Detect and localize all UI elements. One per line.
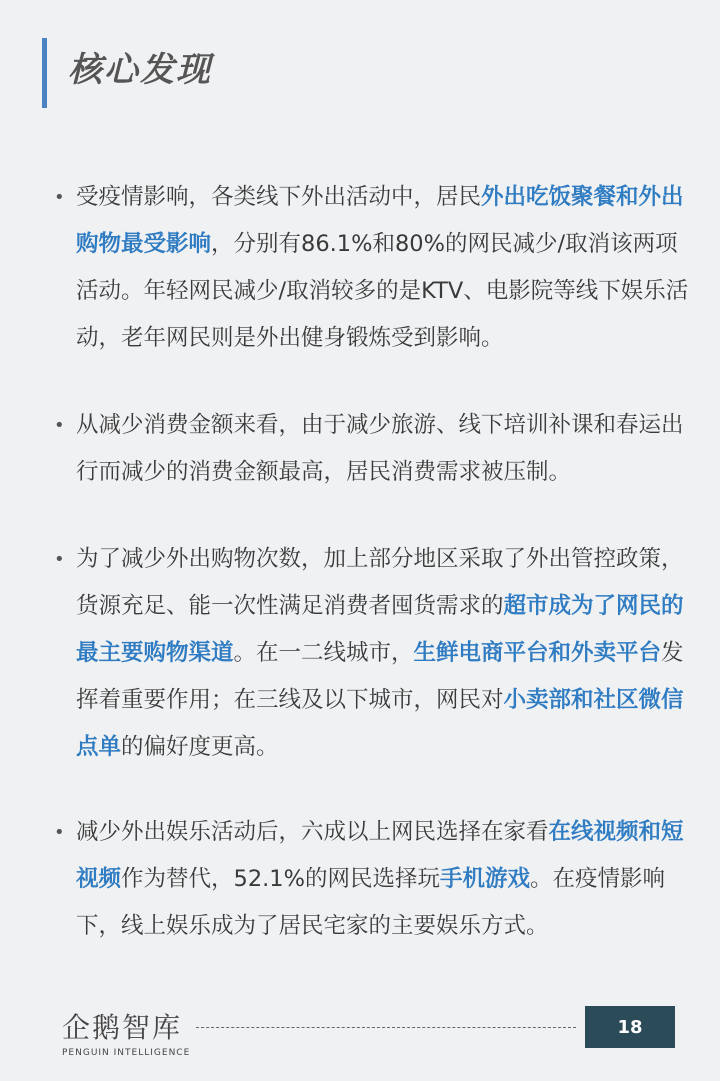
title-accent-bar bbox=[42, 38, 47, 108]
finding-item bbox=[54, 402, 694, 496]
finding-text: 的偏好度更高。 bbox=[121, 734, 279, 760]
finding-text: 。在一二线城市， bbox=[233, 640, 414, 666]
finding-text: ，分别有86.1%和80%的网民减少/取消该两项活动。年轻网民减少/取消较多的是KTV、电影院等线下娱乐活动，老年网民则是外出健身锻炼受到影响。 bbox=[76, 231, 689, 351]
page-footer bbox=[0, 1000, 720, 1081]
finding-highlight: 超市成为了网民的最主要购物渠道 bbox=[76, 593, 684, 666]
finding-text: 从减少消费金额来看，由于减少旅游、线下培训补课和春运出行而减少的消费金额最高，居民消费需求被压制。 bbox=[76, 412, 684, 485]
finding-item bbox=[54, 809, 694, 950]
logo-wordmark: 企鹅智库 bbox=[62, 1011, 183, 1044]
finding-text: 受疫情影响，各类线下外出活动中，居民 bbox=[76, 184, 482, 210]
finding-text: 减少外出娱乐活动后，六成以上网民选择在家看 bbox=[76, 819, 549, 845]
finding-highlight: 外出吃饭聚餐和外出购物最受影响 bbox=[76, 184, 684, 257]
footer-divider bbox=[196, 1027, 576, 1028]
page-number: 18 bbox=[585, 1006, 675, 1048]
page-title: 核心发现 bbox=[68, 50, 212, 90]
logo-subtitle: PENGUIN INTELLIGENCE bbox=[62, 1048, 191, 1058]
findings-list bbox=[54, 174, 694, 950]
finding-item bbox=[54, 174, 694, 362]
finding-text: 。在疫情影响下，线上娱乐成为了居民宅家的主要娱乐方式。 bbox=[76, 866, 666, 939]
brand-logo bbox=[62, 1006, 194, 1058]
finding-highlight: 手机游戏 bbox=[440, 866, 531, 892]
finding-highlight: 生鲜电商平台和外卖平台 bbox=[413, 640, 662, 666]
finding-highlight: 在线视频和短视频 bbox=[76, 819, 684, 892]
finding-text: 作为替代，52.1%的网民选择玩 bbox=[121, 866, 440, 892]
finding-item bbox=[54, 536, 694, 771]
finding-text: 为了减少外出购物次数，加上部分地区采取了外出管控政策，货源充足、能一次性满足消费者囤货需求的 bbox=[76, 546, 684, 619]
finding-highlight: 小卖部和社区微信点单 bbox=[76, 687, 684, 760]
finding-text: 发挥着重要作用；在三线及以下城市，网民对 bbox=[76, 640, 684, 713]
